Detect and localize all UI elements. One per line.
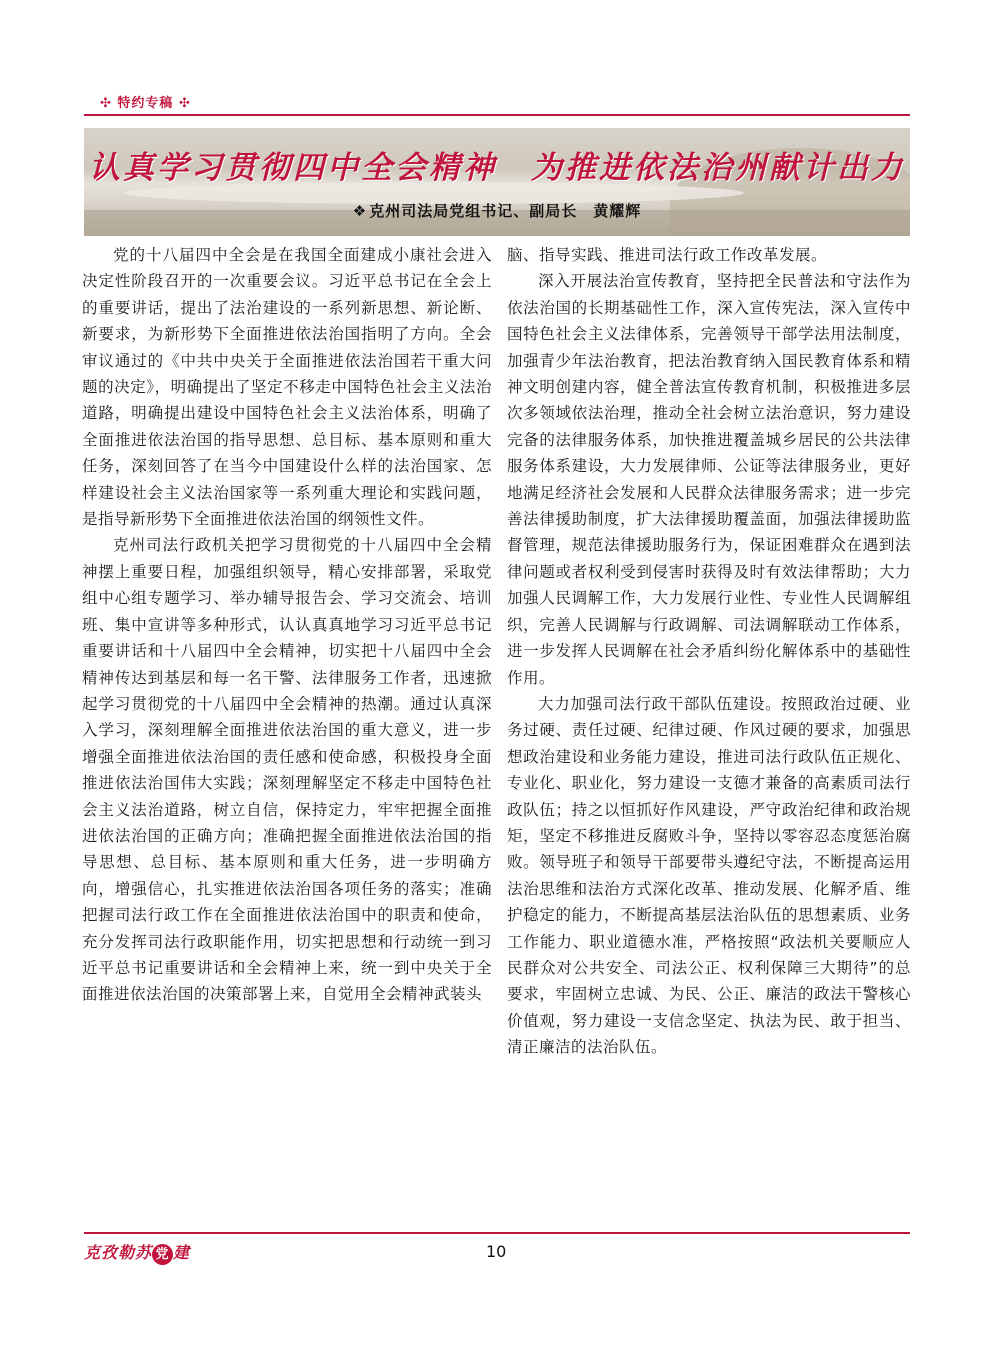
byline-text: 克州司法局党组书记、副局长 黄耀辉: [369, 202, 642, 220]
section-label: ✣ 特约专稿 ✣: [100, 96, 191, 111]
footer-brand-text: 克孜勒苏: [84, 1243, 153, 1262]
top-divider: [84, 114, 910, 116]
bottom-divider: [84, 1232, 910, 1234]
header-banner: [84, 128, 910, 236]
footer-brand-tail: 建: [173, 1243, 191, 1262]
article-title: 认真学习贯彻四中全会精神 为推进依法治州献计出力: [89, 150, 905, 186]
paragraph: 深入开展法治宣传教育，坚持把全民普法和守法作为依法治国的长期基础性工作，深入宣传宪法，深入宣传中国特色社会主义法律体系，完善领导干部学法用法制度，加强青少年法治教育，把法治教育纳入国民教育体系和精神文明创建内容，健全普法宣传教育机制，积极推进多层次多领域依法治理，推动全社会树立法治意识，努力建设完备的法律服务体系，加快推进覆盖城乡居民的公共法律服务体系建设，大力发展律师、公证等法律服务业，更好地满足经济社会发展和人民群众法律服务需求；进一步完善法律援助制度，扩大法律援助覆盖面，加强法律援助监督管理，规范法律援助服务行为，保证困难群众在遇到法律问题或者权利受到侵害时获得及时有效法律帮助；大力加强人民调解工作，大力发展行业性、专业性人民调解组织，完善人民调解与行政调解、司法调解联动工作体系，进一步发挥人民调解在社会矛盾纠纷化解体系中的基础性作用。: [507, 272, 911, 687]
party-badge-icon: 党: [152, 1244, 173, 1265]
paragraph: 克州司法行政机关把学习贯彻党的十八届四中全会精神摆上重要日程，加强组织领导，精心安排部署，采取党组中心组专题学习、举办辅导报告会、学习交流会、培训班、集中宣讲等多种形式，认认真真地学习习近平总书记重要讲话和十八届四中全会精神，切实把十八届四中全会精神传达到基层和每一名干警、法律服务工作者，迅速掀起学习贯彻党的十八届四中全会精神的热潮。通过认真深入学习，深刻理解全面推进依法治国的重大意义，进一步增强全面推进依法治国的责任感和使命感，积极投身全面推进依法治国伟大实践；深刻理解坚定不移走中国特色社会主义法治道路，树立自信，保持定力，牢牢把握全面推进依法治国的正确方向；准确把握全面推进依法治国的指导思想、总目标、基本原则和重大任务，进一步明确方向，增强信心，扎实推进依法治国各项任务的落实；准确把握司法行政工作在全面推进依法治国中的职责和使命，充分发挥司法行政职能作用，切实把思想和行动统一到习近平总书记重要讲话和全会精神上来，统一到中央关于全面推进依法治国的决策部署上来，自觉用全会精神武装头: [82, 536, 492, 1004]
page-number: 10: [486, 1242, 507, 1261]
article-byline: [84, 200, 910, 221]
right-column: [507, 242, 911, 1061]
diamond-icon: ❖: [352, 202, 368, 220]
left-column: [82, 242, 492, 1008]
footer-brand: [84, 1240, 190, 1265]
paragraph: 党的十八届四中全会是在我国全面建成小康社会进入决定性阶段召开的一次重要会议。习近平总书记在全会上的重要讲话，提出了法治建设的一系列新思想、新论断、新要求，为新形势下全面推进依法治国指明了方向。全会审议通过的《中共中央关于全面推进依法治国若干重大问题的决定》，明确提出了坚定不移走中国特色社会主义法治道路，明确提出建设中国特色社会主义法治体系，明确了全面推进依法治国的指导思想、总目标、基本原则和重大任务，深刻回答了在当今中国建设什么样的法治国家、怎样建设社会主义法治国家等一系列重大理论和实践问题，是指导新形势下全面推进依法治国的纲领性文件。: [82, 246, 492, 529]
paragraph-continuation: 脑、指导实践、推进司法行政工作改革发展。: [507, 246, 828, 264]
paragraph: 大力加强司法行政干部队伍建设。按照政治过硬、业务过硬、责任过硬、纪律过硬、作风过硬的要求，加强思想政治建设和业务能力建设，推进司法行政队伍正规化、专业化、职业化，努力建设一支德才兼备的高素质司法行政队伍；持之以恒抓好作风建设，严守政治纪律和政治规矩，坚定不移推进反腐败斗争，坚持以零容忍态度惩治腐败。领导班子和领导干部要带头遵纪守法，不断提高运用法治思维和法治方式深化改革、推动发展、化解矛盾、维护稳定的能力，不断提高基层法治队伍的思想素质、业务工作能力、职业道德水准，严格按照“政法机关要顺应人民群众对公共安全、司法公正、权利保障三大期待”的总要求，牢固树立忠诚、为民、公正、廉洁的政法干警核心价值观，努力建设一支信念坚定、执法为民、敢于担当、清正廉洁的法治队伍。: [507, 694, 911, 1057]
